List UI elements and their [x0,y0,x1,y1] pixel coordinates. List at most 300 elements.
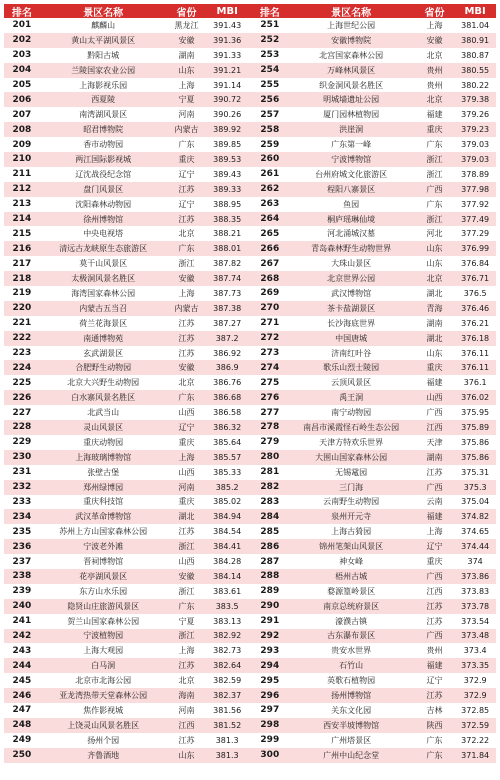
cell-rank: 275 [260,377,280,388]
cell-name: 宁波植物园 [83,631,124,641]
cell-name: 北京世界公园 [327,274,376,284]
cell-rank: 286 [260,541,280,552]
cell-province: 广西 [426,631,443,641]
cell-province: 吉林 [426,705,443,715]
cell-name: 内蒙古五当召 [79,303,128,313]
cell-mbi: 373.35 [461,661,490,671]
cell-mbi: 391.33 [213,50,242,60]
cell-province: 广东 [426,735,443,745]
cell-mbi: 384.94 [213,512,242,522]
cell-province: 北京 [426,274,443,284]
cell-name: 扬州博物馆 [331,691,372,701]
cell-mbi: 373.48 [461,631,490,641]
cell-rank: 280 [260,452,280,463]
cell-province: 福建 [426,661,443,671]
cell-rank: 221 [12,318,32,329]
cell-province: 福建 [426,378,443,388]
cell-rank: 231 [12,467,32,478]
cell-name: 隐贤山庄旅游风景区 [67,601,140,611]
cell-rank: 247 [12,705,32,716]
cell-province: 上海 [178,288,195,298]
cell-province: 广东 [178,393,195,403]
cell-mbi: 386.76 [213,378,242,388]
cell-province: 浙江 [426,214,443,224]
cell-mbi: 385.33 [213,467,242,477]
table-row [4,197,496,212]
table-row [4,316,496,331]
table-row [4,301,496,316]
cell-mbi: 376.71 [461,274,490,284]
cell-name: 濠濮古镇 [335,616,368,626]
cell-rank: 232 [12,482,32,493]
cell-province: 黑龙江 [174,20,199,30]
cell-rank: 277 [260,407,280,418]
cell-name: 神女峰 [339,557,364,566]
cell-province: 辽宁 [178,199,195,209]
cell-name: 天津方特欢乐世界 [319,437,384,447]
cell-rank: 213 [12,199,32,210]
cell-name: 齐鲁酒地 [87,750,120,760]
cell-rank: 290 [260,601,280,612]
cell-name: 灵山风景区 [83,422,124,432]
cell-rank: 230 [12,452,32,463]
cell-province: 北京 [178,378,195,388]
cell-rank: 244 [12,660,32,671]
cell-name: 盘门风景区 [83,184,124,194]
cell-mbi: 372.9 [463,691,487,701]
cell-mbi: 372.85 [461,705,490,715]
cell-mbi: 389.43 [213,169,242,179]
cell-mbi: 391.36 [213,35,242,45]
cell-rank: 215 [12,228,32,239]
cell-name: 白水寨风景名胜区 [71,393,136,403]
cell-rank: 214 [12,214,32,225]
cell-rank: 297 [260,705,280,716]
cell-mbi: 376.1 [463,378,487,388]
cell-province: 山东 [426,348,443,358]
cell-name: 台州府城文化旅游区 [315,169,388,179]
cell-province: 江西 [178,720,195,730]
cell-name: 广东第一峰 [331,140,372,150]
cell-rank: 274 [260,362,280,373]
table-row [4,48,496,63]
cell-name: 南通博物苑 [83,333,124,343]
cell-name: 麒麟山 [91,20,116,30]
cell-province: 山西 [178,408,195,418]
cell-name: 北京大兴野生动物园 [67,378,140,388]
cell-rank: 217 [12,258,32,269]
table-row [4,226,496,241]
cell-name: 青岛森林野生动物世界 [311,244,392,254]
cell-province: 江苏 [178,214,195,224]
cell-mbi: 385.2 [215,482,239,492]
table-row [4,554,496,569]
cell-mbi: 376.46 [461,303,490,313]
cell-rank: 270 [260,303,280,314]
cell-province: 江苏 [178,333,195,343]
cell-province: 上海 [178,80,195,90]
table-row [4,33,496,48]
cell-name: 南湾湖风景区 [79,110,128,120]
cell-name: 石竹山 [339,661,364,671]
cell-rank: 208 [12,124,32,135]
cell-name: 焦作影视城 [83,705,124,715]
cell-mbi: 387.2 [215,333,239,343]
cell-mbi: 382.37 [213,691,242,701]
cell-mbi: 382.92 [213,631,242,641]
cell-name: 安徽博物院 [331,35,372,45]
cell-rank: 229 [12,437,32,448]
table-row [4,107,496,122]
cell-name: 西安半坡博物馆 [323,720,380,730]
cell-name: 香市动物园 [83,140,124,150]
table-row [4,569,496,584]
table-row [4,375,496,390]
cell-rank: 251 [260,20,280,31]
cell-rank: 207 [12,109,32,120]
cell-name: 西夏陵 [91,95,116,105]
cell-rank: 238 [12,571,32,582]
cell-rank: 272 [260,333,280,344]
cell-rank: 293 [260,645,280,656]
cell-name: 济南红叶谷 [331,348,372,358]
cell-rank: 257 [260,109,280,120]
table-row [4,286,496,301]
cell-rank: 228 [12,422,32,433]
cell-mbi: 388.95 [213,199,242,209]
cell-rank: 239 [12,586,32,597]
cell-province: 福建 [426,512,443,522]
cell-province: 安徽 [178,35,195,45]
cell-name: 织金洞风景名胜区 [319,80,384,90]
cell-mbi: 384.28 [213,557,242,566]
cell-mbi: 376.21 [461,318,490,328]
cell-name: 重庆动物园 [83,437,124,447]
table-row [4,703,496,718]
cell-mbi: 390.72 [213,95,242,105]
table-row [4,495,496,510]
cell-name: 沈阳森林动物园 [75,199,132,209]
cell-mbi: 384.54 [213,527,242,537]
header-rank-left: 排名 [11,7,32,19]
cell-name: 太极洞风景名胜区 [71,274,136,284]
cell-province: 江西 [426,586,443,596]
cell-province: 江苏 [426,691,443,701]
cell-mbi: 377.49 [461,214,490,224]
table-row [4,748,496,763]
header-rank-right: 排名 [259,7,280,19]
cell-mbi: 388.01 [213,244,242,254]
cell-province: 宁夏 [178,95,195,105]
cell-name: 禹王洞 [339,393,364,403]
cell-province: 广西 [426,482,443,492]
cell-mbi: 373.83 [461,586,490,596]
cell-province: 上海 [426,527,443,537]
cell-province: 湖北 [426,288,443,298]
cell-mbi: 380.55 [461,65,490,75]
cell-province: 上海 [426,20,443,30]
cell-name: 南昌市溪霞怪石岭生态公园 [303,422,400,432]
table-row [4,524,496,539]
cell-rank: 292 [260,630,280,641]
cell-name: 明城墙遗址公园 [323,95,380,105]
cell-rank: 283 [260,496,280,507]
cell-rank: 227 [12,407,32,418]
cell-province: 江苏 [178,184,195,194]
cell-mbi: 381.04 [461,20,490,30]
table-row [4,465,496,480]
cell-mbi: 375.95 [461,408,490,418]
cell-province: 浙江 [178,259,195,269]
cell-province: 北京 [178,676,195,686]
table-row [4,480,496,495]
cell-rank: 250 [12,750,32,761]
cell-name: 茶卡盐湖景区 [327,303,376,313]
cell-name: 大围山国家森林公园 [315,452,388,462]
cell-name: 南宁动物园 [331,408,372,418]
table-row [4,658,496,673]
cell-province: 湖南 [426,318,443,328]
cell-name: 黄山太平湖风景区 [71,35,136,45]
cell-name: 重庆科技馆 [83,497,124,507]
cell-name: 关东文化园 [331,705,372,715]
cell-province: 安徽 [178,363,195,373]
cell-rank: 252 [260,35,280,46]
cell-province: 山西 [178,557,195,566]
cell-rank: 258 [260,124,280,135]
cell-mbi: 376.02 [461,393,490,403]
cell-mbi: 371.84 [461,750,490,760]
cell-name: 大珠山景区 [331,259,372,269]
cell-rank: 225 [12,377,32,388]
table-row [4,629,496,644]
cell-province: 江苏 [178,318,195,328]
cell-mbi: 379.23 [461,125,490,135]
cell-name: 上海玻璃博物馆 [75,452,132,462]
table-row [4,271,496,286]
cell-rank: 205 [12,80,32,90]
cell-province: 重庆 [178,437,195,447]
cell-mbi: 381.3 [215,735,239,745]
cell-province: 辽宁 [178,169,195,179]
cell-province: 湖北 [426,333,443,343]
cell-mbi: 386.68 [213,393,242,403]
cell-province: 广西 [426,184,443,194]
cell-name: 婺源篁岭景区 [327,586,376,596]
cell-province: 江苏 [178,348,195,358]
cell-province: 广东 [178,601,195,611]
cell-name: 南京总统府景区 [323,601,380,611]
cell-rank: 243 [12,645,32,656]
cell-rank: 242 [12,630,32,641]
cell-province: 重庆 [426,125,443,135]
cell-rank: 259 [260,139,280,150]
cell-rank: 226 [12,392,32,403]
cell-province: 陕西 [426,720,443,730]
cell-name: 清远古龙峡原生态旅游区 [59,244,148,254]
cell-mbi: 386.32 [213,422,242,432]
cell-mbi: 391.14 [213,80,242,90]
cell-mbi: 380.91 [461,35,490,45]
cell-rank: 255 [260,80,280,90]
cell-rank: 291 [260,616,280,627]
cell-rank: 276 [260,392,280,403]
cell-rank: 269 [260,288,280,299]
cell-rank: 295 [260,675,280,686]
cell-mbi: 387.27 [213,318,242,328]
cell-province: 北京 [178,229,195,239]
cell-mbi: 386.58 [213,408,242,418]
cell-rank: 209 [12,139,32,150]
cell-province: 广东 [178,244,195,254]
cell-rank: 284 [260,511,280,522]
cell-name: 云顶风景区 [331,378,372,388]
cell-name: 程阳八寨景区 [327,184,376,194]
cell-mbi: 374.44 [461,542,490,552]
cell-mbi: 372.9 [463,676,487,686]
cell-mbi: 376.11 [461,363,490,373]
cell-mbi: 382.73 [213,646,242,656]
cell-mbi: 375.86 [461,437,490,447]
cell-province: 河南 [178,705,195,715]
cell-mbi: 375.04 [461,497,490,507]
cell-mbi: 380.22 [461,80,490,90]
cell-province: 天津 [426,437,443,447]
cell-mbi: 385.64 [213,437,242,447]
table-row [4,673,496,688]
cell-name: 河北涌城汉墓 [327,229,376,239]
cell-province: 福建 [426,110,443,120]
cell-province: 江苏 [426,601,443,611]
cell-rank: 266 [260,243,280,254]
cell-province: 山西 [178,467,195,477]
cell-province: 贵州 [426,65,443,75]
cell-name: 扬州个园 [87,735,120,745]
cell-rank: 296 [260,690,280,701]
cell-name: 长沙海底世界 [327,318,376,328]
cell-mbi: 382.64 [213,661,242,671]
header-name-left: 景区名称 [83,7,124,19]
cell-province: 山东 [426,259,443,269]
cell-rank: 263 [260,199,280,210]
cell-rank: 279 [260,437,280,448]
cell-mbi: 376.5 [463,288,487,298]
cell-rank: 281 [260,467,280,478]
cell-mbi: 377.92 [461,199,490,209]
table-row [4,718,496,733]
cell-rank: 289 [260,586,280,597]
table-row [4,256,496,271]
cell-name: 花亭湖风景区 [79,571,128,581]
cell-province: 重庆 [178,497,195,507]
cell-mbi: 379.03 [461,140,490,150]
table-row [4,212,496,227]
table-row [4,331,496,346]
table-row [4,122,496,137]
cell-province: 河南 [178,110,195,120]
cell-mbi: 389.33 [213,184,242,194]
cell-name: 白马洞 [91,661,116,671]
table-header [4,4,496,18]
cell-mbi: 387.38 [213,303,242,313]
cell-name: 徐州博物馆 [83,214,124,224]
cell-name: 兰陵国家农业公园 [71,65,136,75]
cell-mbi: 385.57 [213,452,242,462]
cell-province: 河北 [426,229,443,239]
cell-mbi: 385.02 [213,497,242,507]
cell-mbi: 387.73 [213,288,242,298]
cell-province: 湖北 [178,512,195,522]
table-row [4,346,496,361]
cell-name: 荷兰花海景区 [79,318,128,328]
cell-province: 安徽 [178,274,195,284]
cell-mbi: 388.21 [213,229,242,239]
cell-province: 山东 [426,244,443,254]
header-mbi-left: MBI [216,5,238,17]
table-row [4,78,496,93]
header-mbi-right: MBI [464,5,486,17]
cell-rank: 268 [260,273,280,284]
cell-mbi: 375.89 [461,422,490,432]
cell-rank: 246 [12,690,32,701]
cell-rank: 285 [260,526,280,537]
cell-province: 浙江 [178,631,195,641]
cell-rank: 202 [12,35,32,46]
cell-province: 河南 [178,482,195,492]
cell-mbi: 390.26 [213,110,242,120]
cell-name: 郑州绿博园 [83,482,124,492]
cell-name: 苏州上方山国家森林公园 [59,527,148,537]
table-body [4,18,496,763]
cell-province: 江苏 [178,661,195,671]
cell-mbi: 375.31 [461,467,490,477]
cell-rank: 235 [12,526,32,537]
cell-name: 上海古猗园 [331,527,372,537]
table-row [4,643,496,658]
cell-rank: 271 [260,318,280,329]
cell-rank: 233 [12,496,32,507]
cell-mbi: 384.14 [213,571,242,581]
table-row [4,152,496,167]
cell-rank: 254 [260,65,280,76]
cell-province: 山东 [178,750,195,760]
cell-mbi: 373.4 [463,646,487,656]
cell-rank: 201 [12,20,32,31]
cell-mbi: 391.43 [213,20,242,30]
cell-mbi: 387.74 [213,274,242,284]
cell-province: 海南 [178,691,195,701]
cell-rank: 237 [12,556,32,567]
cell-rank: 300 [260,750,280,761]
cell-rank: 256 [260,94,280,105]
cell-name: 上饶灵山风景名胜区 [67,720,140,730]
cell-name: 厦门园林植物园 [323,110,380,120]
cell-rank: 204 [12,65,32,76]
cell-name: 歌乐山烈士陵园 [323,363,380,373]
cell-province: 浙江 [178,542,195,552]
cell-province: 上海 [178,452,195,462]
cell-name: 黔阳古城 [87,50,120,60]
cell-mbi: 382.59 [213,676,242,686]
cell-rank: 206 [12,94,32,105]
cell-province: 辽宁 [426,676,443,686]
cell-name: 宁波博物馆 [331,154,372,164]
cell-name: 梧州古城 [335,571,368,581]
cell-name: 泉州开元寺 [331,512,372,522]
cell-province: 浙江 [426,169,443,179]
cell-name: 辽沈战役纪念馆 [75,169,132,179]
cell-name: 广州塔景区 [331,735,372,745]
